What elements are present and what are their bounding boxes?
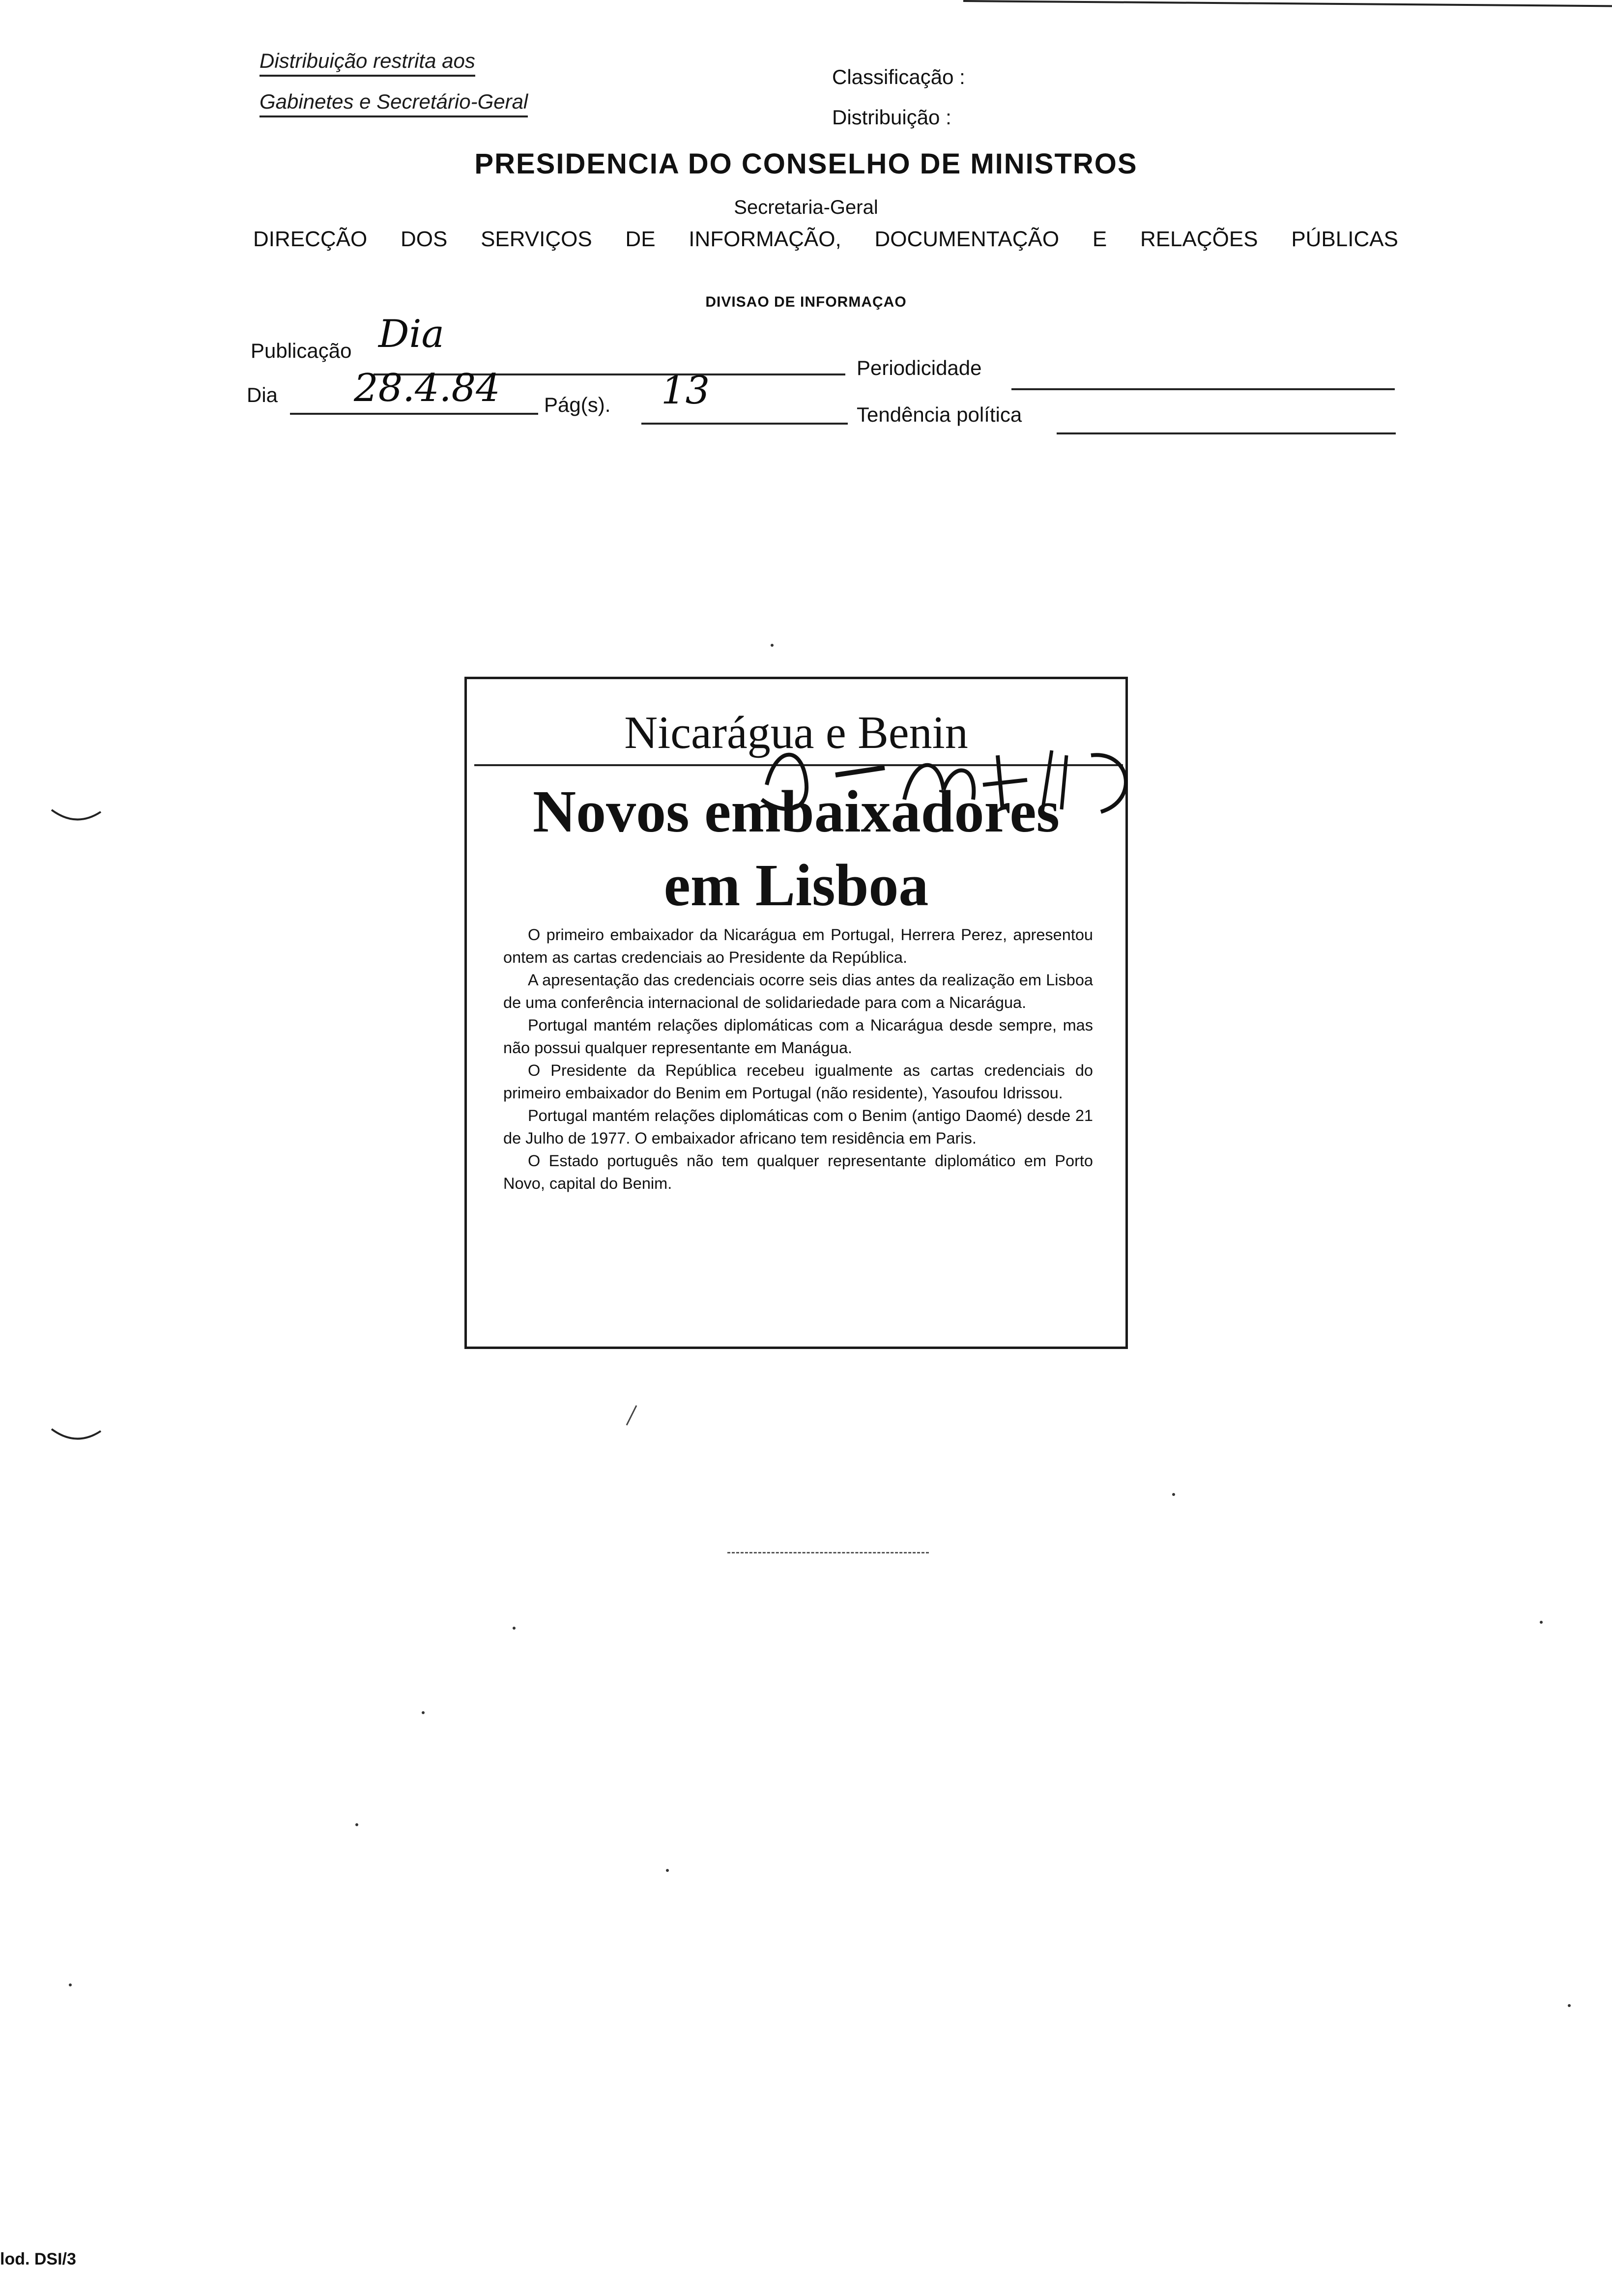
clipping-paragraph: O Presidente da República recebeu igualmente as cartas credenciais do primeiro embaixador do Benim em Portugal (não residente), Yasoufou Idrissou. [503, 1062, 1093, 1102]
dia-label: Dia [247, 383, 278, 406]
headline-line-1: Novos embaixadores [532, 778, 1060, 845]
restriction-line-1: Distribuição restrita aos [259, 49, 475, 77]
pags-line [641, 423, 848, 425]
scan-dash-mark [727, 1552, 929, 1553]
scan-speck [1568, 2004, 1571, 2007]
scan-speck [422, 1711, 425, 1714]
direction-word: PÚBLICAS [1291, 227, 1398, 251]
punch-hole-mark-lower [49, 1425, 103, 1445]
dia-handwritten-value: 28.4.84 [354, 366, 500, 410]
distribuicao-label: Distribuição : [832, 106, 951, 129]
top-edge-rule [963, 0, 1612, 7]
scan-speck [1172, 1493, 1175, 1496]
organization-title: PRESIDENCIA DO CONSELHO DE MINISTROS [474, 148, 1138, 180]
clipping-paragraph: A apresentação das credenciais ocorre seis dias antes da realização em Lisboa de uma conferência internacional de solidariedade para com a Nicarágua. [503, 971, 1093, 1011]
direction-word: DIRECÇÃO [253, 227, 368, 251]
clipping-paragraph: O primeiro embaixador da Nicarágua em Portugal, Herrera Perez, apresentou ontem as cartas credenciais ao Presidente da República. [503, 926, 1093, 966]
tendencia-line [1057, 432, 1396, 434]
restriction-line-2: Gabinetes e Secretário-Geral [259, 90, 528, 117]
classificacao-label: Classificação : [832, 65, 965, 88]
scan-speck [513, 1627, 516, 1630]
direction-word: DE [625, 227, 656, 251]
direction-word: RELAÇÕES [1140, 227, 1258, 251]
direction-title [253, 227, 1398, 252]
scan-stroke-mark [624, 1403, 639, 1428]
newspaper-clipping [464, 677, 1128, 1349]
pags-handwritten-value: 13 [661, 369, 710, 413]
pags-label: Pág(s). [544, 393, 611, 416]
punch-hole-mark-upper [49, 806, 103, 826]
clipping-paragraph: O Estado português não tem qualquer representante diplomático em Porto Novo, capital do Benim. [503, 1152, 1093, 1192]
secretariat-title: Secretaria-Geral [734, 197, 878, 218]
form-code: lod. DSI/3 [0, 2250, 76, 2268]
clipping-kicker: Nicarágua e Benin [624, 707, 968, 758]
direction-word: DOS [400, 227, 448, 251]
scan-speck [666, 1869, 669, 1872]
scan-speck [355, 1823, 358, 1826]
tendencia-label: Tendência política [857, 403, 1022, 426]
handwritten-annotation-mark [708, 726, 1150, 824]
scan-speck [69, 1983, 72, 1986]
publicacao-handwritten-value: Dia [378, 312, 444, 356]
direction-word: E [1092, 227, 1107, 251]
clipping-paragraph: Portugal mantém relações diplomáticas com a Nicarágua desde sempre, mas não possui qualquer representante em Manágua. [503, 1016, 1093, 1057]
clipping-body [503, 923, 1093, 1195]
direction-word: INFORMAÇÃO, [689, 227, 841, 251]
direction-word: DOCUMENTAÇÃO [874, 227, 1060, 251]
direction-word: SERVIÇOS [481, 227, 592, 251]
scan-speck [1540, 1621, 1543, 1624]
publicacao-label: Publicação [251, 339, 352, 362]
clipping-paragraph: Portugal mantém relações diplomáticas com o Benim (antigo Daomé) desde 21 de Julho de 1977. O embaixador africano tem residência em Paris. [503, 1107, 1093, 1147]
periodicidade-line [1011, 388, 1395, 390]
scan-speck [771, 644, 774, 647]
headline-line-2: em Lisboa [663, 852, 929, 918]
division-title: DIVISAO DE INFORMAÇAO [705, 294, 907, 310]
periodicidade-label: Periodicidade [857, 356, 982, 379]
dia-line [290, 413, 538, 415]
